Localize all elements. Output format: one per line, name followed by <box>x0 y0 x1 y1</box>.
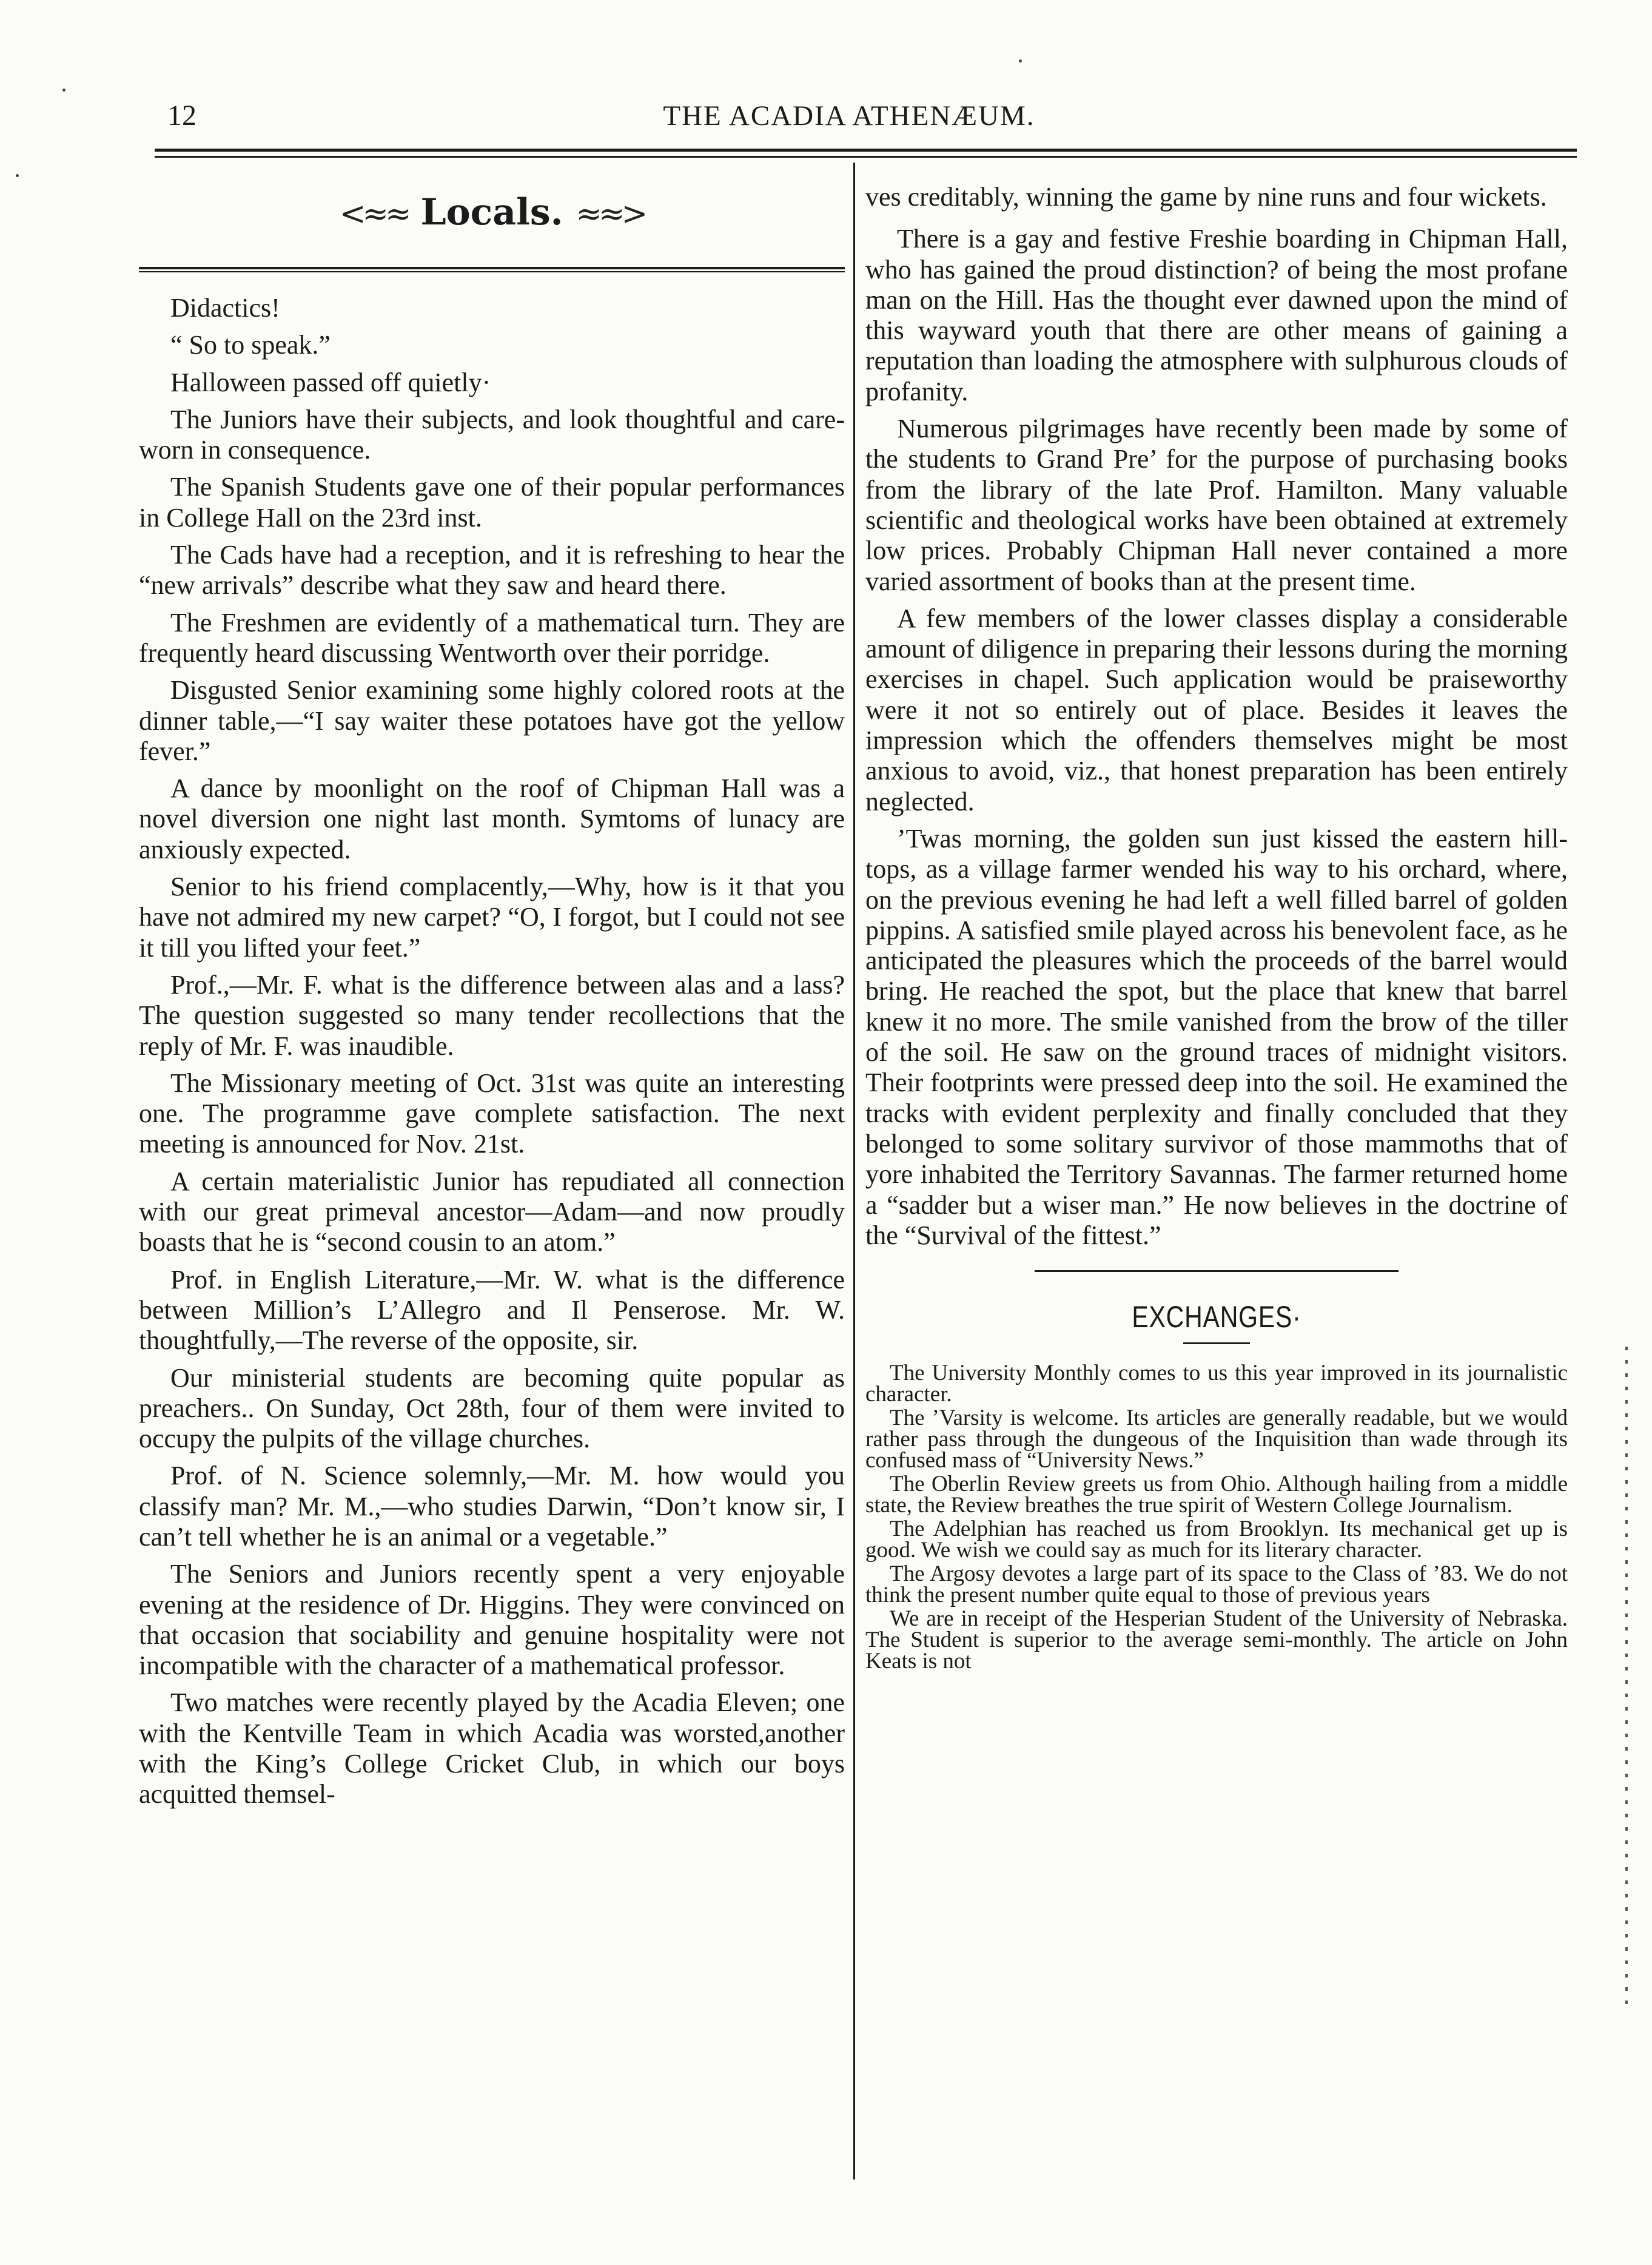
page-edge <box>1625 1347 1628 2014</box>
column-rule <box>853 163 855 2179</box>
locals-paragraph: Two matches were recently played by the Acadia Eleven; one with the Kentville Team in which Acadia was worsted,another with the King’s College Cricket Club, in which our boys acquitted themsel- <box>139 1688 845 1809</box>
exchanges-section <box>865 1362 1568 1672</box>
locals-paragraph: The Missionary meeting of Oct. 31st was quite an interesting one. The programme gave complete satisfaction. The next meeting is announced for Nov. 21st. <box>139 1068 845 1159</box>
right-paragraph: A few members of the lower classes display a considerable amount of diligence in preparing their lessons during the morning exercises in chapel. Such application would be praiseworthy were it not so entirely out of place. Besides it leaves the impression which the offenders themselves might be most anxious to avoid, viz., that honest preparation has been entirely neglected. <box>865 603 1568 816</box>
exchanges-heading: EXCHANGES· <box>1132 1300 1301 1334</box>
exchanges-paragraph: The Adelphian has reached us from Brooklyn. Its mechanical get up is good. We wish we could say as much for its literary character. <box>865 1516 1568 1563</box>
running-head: THE ACADIA ATHENÆUM. <box>663 100 1035 132</box>
locals-paragraph: Our ministerial students are becoming quite popular as preachers.. On Sunday, Oct 28th, four of them were invited to occupy the pulpits of the village churches. <box>139 1362 845 1454</box>
locals-paragraph: Senior to his friend complacently,—Why, how is it that you have not admired my new carpet? “O, I forgot, but I could not see it till you lifted your feet.” <box>139 872 845 963</box>
right-paragraph: ’Twas morning, the golden sun just kissed the eastern hill-tops, as a village farmer wended his way to his orchard, where, on the previous evening he had left a well filled barrel of golden pippins. A satisfied smile played across his benevolent face, as he anticipated the pleasures which the proceeds of the barrel would bring. He reached the spot, but the place that knew that barrel knew it no more. The smile vanished from the brow of the tiller of the soil. He saw on the ground traces of midnight visitors. Their footprints were pressed deep into the soil. He examined the tracks with evident perplexity and finally concluded that they belonged to some solitary survivor of those mammoths that of yore inhabited the Territory Savannas. The farmer returned home a “sadder but a wiser man.” He now believes in the doctrine of the “Survival of the fittest.” <box>865 823 1568 1250</box>
locals-paragraph: The Seniors and Juniors recently spent a very enjoyable evening at the residence of Dr. Higgins. They were convinced on that occasion that sociability and genuine hospitality were not incompatible with the character of a mathematical professor. <box>139 1559 845 1681</box>
right-paragraph: Numerous pilgrimages have recently been made by some of the students to Grand Pre’ for the purpose of purchasing books from the library of the late Prof. Hamilton. Many valuable scientific and theological works have been obtained at extremely low prices. Probably Chipman Hall never contained a more varied assortment of books than at the present time. <box>865 414 1568 596</box>
page-number: 12 <box>167 99 196 132</box>
scan-speck <box>1019 59 1022 62</box>
locals-paragraph: The Cads have had a reception, and it is refreshing to hear the “new arrivals” describe what they saw and heard there. <box>139 540 845 601</box>
locals-paragraph: The Spanish Students gave one of their popular performances in College Hall on the 23rd inst. <box>139 472 845 533</box>
continued-paragraph: ves creditably, winning the game by nine runs and four wickets. <box>865 182 1547 212</box>
locals-paragraph: Disgusted Senior examining some highly colored roots at the dinner table,—“I say waiter these potatoes have got the yellow fever.” <box>139 675 845 766</box>
locals-heading-text: Locals. <box>420 191 563 234</box>
scan-speck <box>16 174 19 177</box>
locals-paragraph: “ So to speak.” <box>170 330 331 360</box>
locals-paragraph: Halloween passed off quietly· <box>170 367 491 397</box>
exchanges-paragraph: The Oberlin Review greets us from Ohio. Although hailing from a middle state, the Review breathes the true spirit of Western College Journalism. <box>865 1472 1568 1518</box>
locals-paragraph: A dance by moonlight on the roof of Chipman Hall was a novel diversion one night last month. Symtoms of lunacy are anxiously expected. <box>139 773 845 864</box>
section-divider <box>1035 1270 1398 1272</box>
exchanges-paragraph: The ’Varsity is welcome. Its articles are generally readable, but we would rather pass through the dungeous of the Inquisition than wade through its confused mass of “University News.” <box>865 1405 1568 1473</box>
locals-paragraph: The Juniors have their subjects, and look thoughtful and care-worn in consequence. <box>139 404 845 465</box>
exchanges-paragraph: The University Monthly comes to us this year improved in its journalistic character. <box>865 1361 1568 1407</box>
locals-paragraph: Prof. in English Literature,—Mr. W. what is the difference between Million’s L’Allegro and Il Penserose. Mr. W. thoughtfully,—The reverse of the opposite, sir. <box>139 1264 845 1356</box>
flourish-left-icon: <≈≈ <box>339 196 408 232</box>
locals-paragraph: Prof. of N. Science solemnly,—Mr. M. how would you classify man? Mr. M.,—who studies Darwin, “Don’t know sir, I can’t tell whether he is an animal or a vegetable.” <box>139 1461 845 1552</box>
right-column <box>865 182 1568 1674</box>
right-paragraph: There is a gay and festive Freshie boarding in Chipman Hall, who has gained the proud distinction? of being the most profane man on the Hill. Has the thought ever dawned upon the mind of this wayward youth that there are other means of gaining a reputation than loading the atmosphere with sulphurous clouds of profanity. <box>865 224 1568 406</box>
flourish-right-icon: ≈≈> <box>576 196 645 232</box>
heading-underline <box>1183 1342 1250 1344</box>
scan-speck <box>62 89 65 92</box>
locals-paragraph: The Freshmen are evidently of a mathematical turn. They are frequently heard discussing Wentworth over their porridge. <box>139 607 845 668</box>
header-rule-thin <box>155 156 1577 158</box>
locals-paragraph: A certain materialistic Junior has repudiated all connection with our great primeval ancestor—Adam—and now proudly boasts that he is “second cousin to an atom.” <box>139 1166 845 1257</box>
locals-heading <box>139 182 845 267</box>
section-rule-thin <box>139 271 845 272</box>
section-rule <box>139 267 845 269</box>
left-column <box>139 182 845 1817</box>
header-rule <box>155 149 1577 152</box>
locals-paragraph: Prof.,—Mr. F. what is the difference between alas and a lass? The question suggested so many tender recollections that the reply of Mr. F. was inaudible. <box>139 969 845 1061</box>
exchanges-paragraph: The Argosy devotes a large part of its space to the Class of ’83. We do not think the present number quite equal to those of previous years <box>865 1561 1568 1608</box>
exchanges-paragraph: We are in receipt of the Hesperian Student of the University of Nebraska. The Student is superior to the average semi-monthly. The article on John Keats is not <box>865 1606 1568 1674</box>
locals-paragraph: Didactics! <box>170 293 280 323</box>
